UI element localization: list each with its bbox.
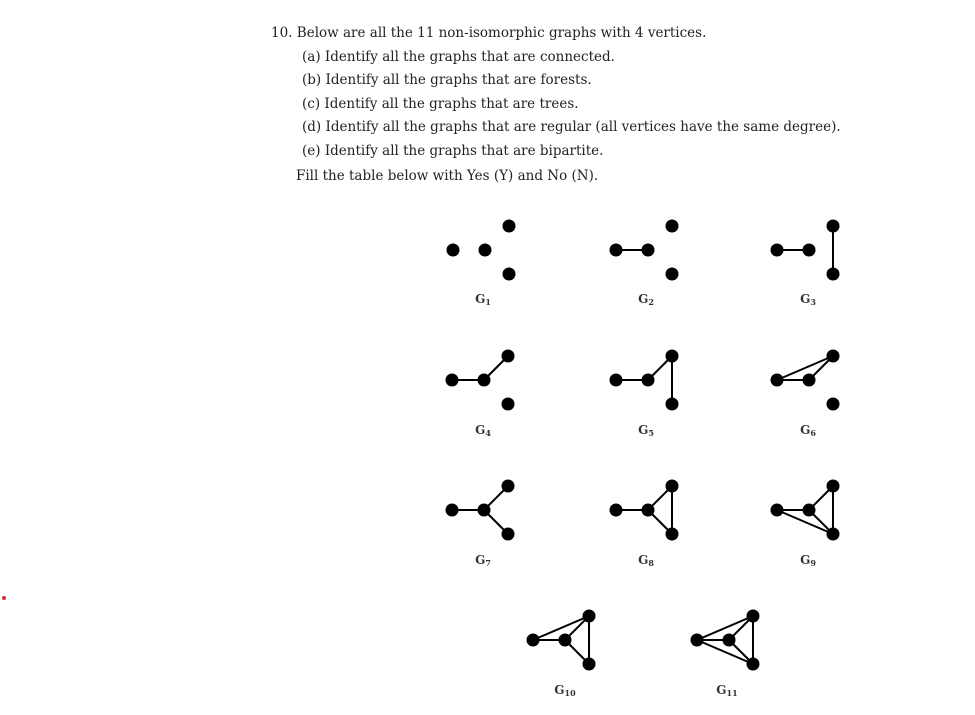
graph-label: G5 xyxy=(638,423,654,438)
graph-vertex xyxy=(803,244,816,257)
graph-vertex xyxy=(827,220,840,233)
graph-vertex xyxy=(479,244,492,257)
graph-vertex xyxy=(827,350,840,363)
graph-vertex xyxy=(827,480,840,493)
graph-label: G2 xyxy=(638,292,654,307)
graph-label: G9 xyxy=(800,553,816,568)
graph-vertex xyxy=(666,350,679,363)
graph-vertex xyxy=(771,504,784,517)
graph-vertex xyxy=(747,658,760,671)
graph-vertex xyxy=(502,398,515,411)
graph-vertex xyxy=(610,244,623,257)
graph-9 xyxy=(771,480,840,569)
margin-mark xyxy=(2,596,6,600)
graph-vertex xyxy=(691,634,704,647)
graph-vertex xyxy=(478,504,491,517)
graph-vertex xyxy=(583,658,596,671)
graph-3 xyxy=(771,220,840,308)
graph-vertex xyxy=(666,398,679,411)
graph-vertex xyxy=(771,374,784,387)
graph-vertex xyxy=(503,220,516,233)
graph-vertex xyxy=(827,398,840,411)
graph-vertex xyxy=(827,528,840,541)
graph-vertex xyxy=(446,374,459,387)
graph-4 xyxy=(446,350,515,439)
graph-vertex xyxy=(559,634,572,647)
part-text: Identify all the graphs that are trees. xyxy=(324,95,579,112)
graph-vertex xyxy=(610,504,623,517)
graph-vertex xyxy=(610,374,623,387)
problem-statement: Below are all the 11 non-isomorphic graphs with 4 vertices. xyxy=(296,25,707,41)
graph-vertex xyxy=(502,528,515,541)
graph-vertex xyxy=(803,374,816,387)
part-label: (a) xyxy=(302,48,321,65)
part-text: Identify all the graphs that are forests. xyxy=(325,72,592,89)
graph-vertex xyxy=(642,244,655,257)
instruction-text: Fill the table below with Yes (Y) and No (N). xyxy=(296,168,599,184)
graph-vertex xyxy=(747,610,760,623)
graph-vertex xyxy=(666,480,679,493)
graph-8 xyxy=(610,480,679,569)
graph-vertex xyxy=(503,268,516,281)
graph-1 xyxy=(447,220,516,308)
graph-vertex xyxy=(803,504,816,517)
graph-label: G6 xyxy=(800,423,816,438)
part-text: Identify all the graphs that are connected. xyxy=(324,48,615,65)
graph-label: G4 xyxy=(475,423,491,438)
graph-7 xyxy=(446,480,515,569)
graph-vertex xyxy=(642,504,655,517)
part-label: (b) xyxy=(302,72,322,89)
graph-vertex xyxy=(723,634,736,647)
graph-vertex xyxy=(827,268,840,281)
graph-label: G8 xyxy=(638,553,654,568)
graph-2 xyxy=(610,220,679,308)
graph-vertex xyxy=(478,374,491,387)
part-label: (d) xyxy=(302,119,322,136)
graph-vertex xyxy=(666,528,679,541)
graph-vertex xyxy=(446,504,459,517)
graph-vertex xyxy=(583,610,596,623)
graph-vertex xyxy=(502,480,515,493)
graph-label: G10 xyxy=(554,683,576,698)
graph-label: G1 xyxy=(475,292,491,307)
graph-label: G3 xyxy=(800,292,816,307)
graph-5 xyxy=(610,350,679,439)
graph-vertex xyxy=(642,374,655,387)
part-text: Identify all the graphs that are regular (all vertices have the same degree). xyxy=(325,119,841,136)
graph-vertex xyxy=(666,268,679,281)
graph-vertex xyxy=(447,244,460,257)
graph-11 xyxy=(691,610,760,699)
graph-vertex xyxy=(527,634,540,647)
part-text: Identify all the graphs that are bipartite. xyxy=(324,142,604,159)
graph-10 xyxy=(527,610,596,699)
graph-vertex xyxy=(771,244,784,257)
problem-number: 10. xyxy=(271,25,293,41)
graph-label: G7 xyxy=(475,553,491,568)
part-label: (e) xyxy=(302,142,321,159)
graph-vertex xyxy=(502,350,515,363)
graph-vertex xyxy=(666,220,679,233)
part-label: (c) xyxy=(302,95,321,112)
graph-label: G11 xyxy=(716,683,738,698)
graph-6 xyxy=(771,350,840,439)
